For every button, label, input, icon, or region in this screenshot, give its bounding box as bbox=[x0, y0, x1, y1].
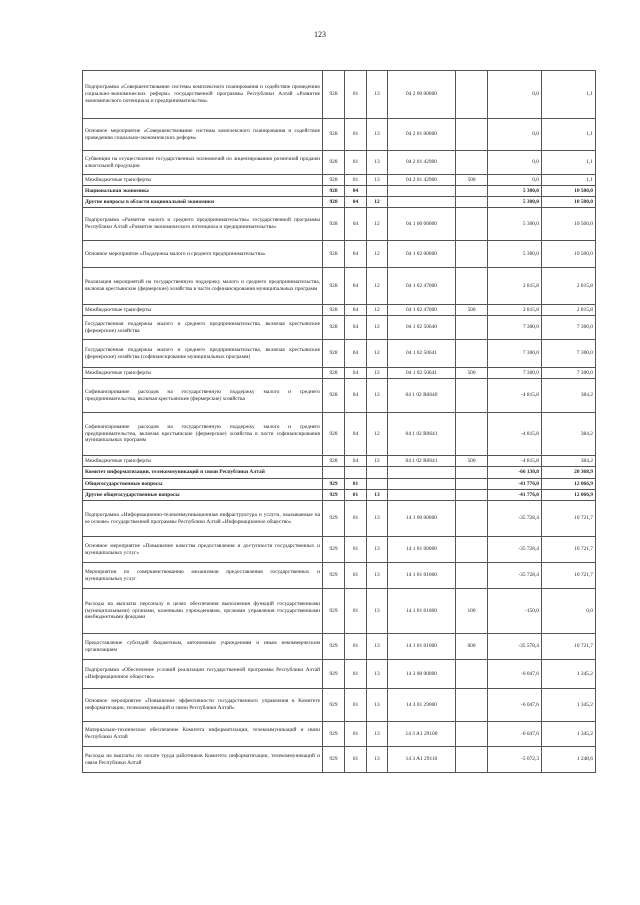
row-grbs-code: 929 bbox=[323, 660, 345, 689]
budget-table-body bbox=[83, 71, 596, 773]
row-amount-1: 7 300,0 bbox=[488, 368, 542, 379]
table-row bbox=[83, 456, 596, 467]
row-amount-2: 12 066,9 bbox=[542, 479, 596, 490]
row-section-code: 01 bbox=[345, 634, 367, 660]
row-name: Комитет информатизации, телекоммуникаций и связи Республики Алтай bbox=[83, 467, 323, 479]
row-target-article-code: 14 3 01 29000 bbox=[388, 689, 456, 722]
row-amount-2: 7 300,0 bbox=[542, 368, 596, 379]
row-amount-1: -4 815,8 bbox=[488, 379, 542, 413]
row-amount-1: 0,0 bbox=[488, 175, 542, 186]
row-subsection-code: 13 bbox=[367, 490, 388, 501]
row-section-code: 01 bbox=[345, 589, 367, 634]
row-grbs-code: 929 bbox=[323, 501, 345, 537]
table-row bbox=[83, 589, 596, 634]
row-name: Межбюджетные трансферты bbox=[83, 175, 323, 186]
table-row bbox=[83, 634, 596, 660]
row-expense-type-code bbox=[456, 479, 488, 490]
row-name: Расходы на выплаты по оплате труда работников Комитета информатизации, телекоммуникаций и связи Республики Алтай bbox=[83, 747, 323, 773]
row-expense-type-code bbox=[456, 490, 488, 501]
row-amount-2: 20 368,9 bbox=[542, 467, 596, 479]
row-name: Подпрограмма «Совершенствование системы комплексного планирования и содействие проведению социально-экономических реформ» государственной программы Республики Алтай «Развитие экономического потенциала и предпринимательства» bbox=[83, 71, 323, 119]
table-row bbox=[83, 175, 596, 186]
row-amount-1: -35 728,4 bbox=[488, 563, 542, 589]
row-grbs-code: 928 bbox=[323, 456, 345, 467]
row-target-article-code: 04 1 02 00000 bbox=[388, 241, 456, 268]
row-amount-2: 1 345,2 bbox=[542, 689, 596, 722]
row-name: Основное мероприятие «Повышение эффективности государственного управления в Комитете информатизации, телекоммуникаций и связи Республики Алтай» bbox=[83, 689, 323, 722]
row-expense-type-code: 600 bbox=[456, 634, 488, 660]
page-number: 123 bbox=[314, 30, 326, 39]
row-amount-2: 10 721,7 bbox=[542, 634, 596, 660]
row-amount-2: 10 721,7 bbox=[542, 537, 596, 563]
row-amount-1: 2 815,8 bbox=[488, 305, 542, 316]
row-section-code: 01 bbox=[345, 747, 367, 773]
row-grbs-code: 928 bbox=[323, 305, 345, 316]
row-expense-type-code bbox=[456, 537, 488, 563]
row-amount-1: -4 815,8 bbox=[488, 456, 542, 467]
row-grbs-code: 928 bbox=[323, 119, 345, 151]
row-amount-2: 10 500,0 bbox=[542, 208, 596, 241]
row-amount-1: -41 776,0 bbox=[488, 479, 542, 490]
row-name: Материально-техническое обеспечение Комитета информатизации, телекоммуникаций и связи Республики Алтай bbox=[83, 722, 323, 747]
row-subsection-code: 13 bbox=[367, 563, 388, 589]
row-grbs-code: 928 bbox=[323, 340, 345, 368]
row-amount-1: -6 047,6 bbox=[488, 722, 542, 747]
row-amount-1: -35 728,4 bbox=[488, 537, 542, 563]
row-section-code: 04 bbox=[345, 413, 367, 456]
table-row bbox=[83, 316, 596, 340]
row-subsection-code: 12 bbox=[367, 368, 388, 379]
row-name: Реализация мероприятий на государственную поддержку малого и среднего предпринимательства, включая крестьянские (фермерские) хозяйства в части софинансирования муниципальных программ bbox=[83, 268, 323, 305]
table-row bbox=[83, 241, 596, 268]
row-amount-2: 7 300,0 bbox=[542, 316, 596, 340]
row-amount-2: 1 345,2 bbox=[542, 722, 596, 747]
row-target-article-code: 04 1 02 47000 bbox=[388, 305, 456, 316]
row-subsection-code: 13 bbox=[367, 660, 388, 689]
row-subsection-code: 13 bbox=[367, 175, 388, 186]
row-grbs-code: 929 bbox=[323, 490, 345, 501]
row-section-code: 01 bbox=[345, 501, 367, 537]
row-name: Софинансирование расходов на государственную поддержку малого и среднего предпринимательства, включая крестьянские (фермерские) хозяйства bbox=[83, 379, 323, 413]
row-section-code: 01 bbox=[345, 722, 367, 747]
row-grbs-code: 928 bbox=[323, 175, 345, 186]
row-subsection-code bbox=[367, 467, 388, 479]
row-expense-type-code bbox=[456, 563, 488, 589]
row-amount-2: 1,1 bbox=[542, 119, 596, 151]
row-name: Межбюджетные трансферты bbox=[83, 456, 323, 467]
table-row bbox=[83, 151, 596, 175]
row-expense-type-code bbox=[456, 241, 488, 268]
table-row bbox=[83, 71, 596, 119]
row-amount-1: -35 728,4 bbox=[488, 501, 542, 537]
row-section-code: 04 bbox=[345, 368, 367, 379]
row-grbs-code: 929 bbox=[323, 563, 345, 589]
row-grbs-code: 929 bbox=[323, 722, 345, 747]
row-target-article-code: 04 2 01 00000 bbox=[388, 119, 456, 151]
row-grbs-code: 928 bbox=[323, 368, 345, 379]
row-target-article-code: 04 1 02 R0641 bbox=[388, 413, 456, 456]
row-amount-2: 384,2 bbox=[542, 379, 596, 413]
row-amount-2: 10 500,0 bbox=[542, 197, 596, 208]
row-amount-1: -4 815,8 bbox=[488, 413, 542, 456]
row-amount-2: 7 300,0 bbox=[542, 340, 596, 368]
row-target-article-code: 14 3 00 00000 bbox=[388, 660, 456, 689]
row-grbs-code: 929 bbox=[323, 689, 345, 722]
row-section-code: 01 bbox=[345, 563, 367, 589]
row-name: Субвенции на осуществление государственных полномочий по лицензированию розничной продажи алкогольной продукции bbox=[83, 151, 323, 175]
row-amount-2: 384,2 bbox=[542, 456, 596, 467]
row-target-article-code bbox=[388, 197, 456, 208]
row-target-article-code: 04 1 02 R0640 bbox=[388, 379, 456, 413]
row-grbs-code: 928 bbox=[323, 413, 345, 456]
row-expense-type-code bbox=[456, 501, 488, 537]
row-amount-2: 1 248,6 bbox=[542, 747, 596, 773]
row-section-code: 04 bbox=[345, 340, 367, 368]
row-name: Основное мероприятие «Повышение качества предоставления и доступности государственных и муниципальных услуг» bbox=[83, 537, 323, 563]
row-section-code: 01 bbox=[345, 479, 367, 490]
row-target-article-code: 04 2 01 42900 bbox=[388, 151, 456, 175]
row-name: Государственная поддержка малого и среднего предпринимательства, включая крестьянские (фермерские) хозяйства bbox=[83, 316, 323, 340]
row-grbs-code: 928 bbox=[323, 71, 345, 119]
row-expense-type-code: 500 bbox=[456, 456, 488, 467]
row-grbs-code: 928 bbox=[323, 208, 345, 241]
row-amount-1: 5 300,0 bbox=[488, 186, 542, 197]
row-target-article-code: 14 1 01 01000 bbox=[388, 589, 456, 634]
row-section-code: 04 bbox=[345, 197, 367, 208]
row-subsection-code: 12 bbox=[367, 268, 388, 305]
row-name: Расходы на выплаты персоналу в целях обеспечения выполнения функций государственными (муниципальными) органами, казенными учреждениями, органами управления государственными внебюджетными фондами bbox=[83, 589, 323, 634]
row-name: Межбюджетные трансферты bbox=[83, 305, 323, 316]
budget-table bbox=[82, 70, 596, 773]
row-expense-type-code: 500 bbox=[456, 368, 488, 379]
row-grbs-code: 929 bbox=[323, 537, 345, 563]
table-row bbox=[83, 368, 596, 379]
row-amount-1: -35 578,4 bbox=[488, 634, 542, 660]
row-amount-1: -5 072,3 bbox=[488, 747, 542, 773]
row-name: Межбюджетные трансферты bbox=[83, 368, 323, 379]
row-subsection-code: 13 bbox=[367, 537, 388, 563]
table-row bbox=[83, 340, 596, 368]
row-section-code: 04 bbox=[345, 241, 367, 268]
row-subsection-code: 12 bbox=[367, 305, 388, 316]
table-row bbox=[83, 305, 596, 316]
row-section-code: 01 bbox=[345, 151, 367, 175]
row-target-article-code: 04 1 02 47000 bbox=[388, 268, 456, 305]
row-subsection-code: 12 bbox=[367, 316, 388, 340]
row-subsection-code: 13 bbox=[367, 151, 388, 175]
row-section-code: 01 bbox=[345, 490, 367, 501]
row-target-article-code: 04 1 02 50641 bbox=[388, 368, 456, 379]
row-amount-2: 12 066,9 bbox=[542, 490, 596, 501]
row-section-code: 04 bbox=[345, 268, 367, 305]
row-grbs-code: 928 bbox=[323, 241, 345, 268]
row-name: Предоставление субсидий бюджетным, автономным учреждениям и иным некоммерческим организациям bbox=[83, 634, 323, 660]
row-section-code: 01 bbox=[345, 689, 367, 722]
row-name: Мероприятия по совершенствованию механизмов предоставления государственных и муниципальных услуг bbox=[83, 563, 323, 589]
row-target-article-code bbox=[388, 479, 456, 490]
row-subsection-code: 13 bbox=[367, 722, 388, 747]
row-target-article-code: 14 3 A1 29110 bbox=[388, 747, 456, 773]
row-section-code: 01 bbox=[345, 119, 367, 151]
row-amount-1: 5 300,0 bbox=[488, 208, 542, 241]
row-expense-type-code bbox=[456, 747, 488, 773]
row-subsection-code: 12 bbox=[367, 413, 388, 456]
row-grbs-code: 929 bbox=[323, 479, 345, 490]
row-section-code: 04 bbox=[345, 379, 367, 413]
row-subsection-code: 13 bbox=[367, 71, 388, 119]
row-subsection-code: 13 bbox=[367, 501, 388, 537]
row-amount-2: 1,1 bbox=[542, 71, 596, 119]
row-section-code: 04 bbox=[345, 316, 367, 340]
row-name: Другие вопросы в области национальной экономики bbox=[83, 197, 323, 208]
row-expense-type-code bbox=[456, 119, 488, 151]
row-grbs-code bbox=[323, 467, 345, 479]
row-grbs-code: 928 bbox=[323, 186, 345, 197]
table-row bbox=[83, 747, 596, 773]
row-target-article-code: 14 1 00 00000 bbox=[388, 501, 456, 537]
row-amount-1: -66 130,8 bbox=[488, 467, 542, 479]
row-amount-2: 10 500,0 bbox=[542, 241, 596, 268]
row-amount-1: -41 776,0 bbox=[488, 490, 542, 501]
table-row bbox=[83, 197, 596, 208]
row-grbs-code: 928 bbox=[323, 197, 345, 208]
row-grbs-code: 928 bbox=[323, 151, 345, 175]
row-expense-type-code bbox=[456, 689, 488, 722]
row-name: Другие общегосударственные вопросы bbox=[83, 490, 323, 501]
row-amount-1: -6 047,6 bbox=[488, 660, 542, 689]
row-subsection-code: 13 bbox=[367, 634, 388, 660]
row-section-code: 04 bbox=[345, 456, 367, 467]
row-subsection-code: 13 bbox=[367, 119, 388, 151]
table-row bbox=[83, 186, 596, 197]
row-target-article-code: 04 2 00 00000 bbox=[388, 71, 456, 119]
row-expense-type-code: 500 bbox=[456, 305, 488, 316]
row-amount-1: 5 300,0 bbox=[488, 197, 542, 208]
row-expense-type-code bbox=[456, 467, 488, 479]
row-subsection-code: 12 bbox=[367, 456, 388, 467]
row-amount-2: 0,0 bbox=[542, 589, 596, 634]
table-row bbox=[83, 563, 596, 589]
row-expense-type-code bbox=[456, 660, 488, 689]
row-expense-type-code bbox=[456, 208, 488, 241]
row-amount-2: 1,1 bbox=[542, 151, 596, 175]
row-name: Общегосударственные вопросы bbox=[83, 479, 323, 490]
table-row bbox=[83, 467, 596, 479]
row-target-article-code: 04 1 02 50641 bbox=[388, 340, 456, 368]
row-subsection-code: 12 bbox=[367, 197, 388, 208]
row-expense-type-code bbox=[456, 722, 488, 747]
table-row bbox=[83, 379, 596, 413]
row-amount-1: 0,0 bbox=[488, 71, 542, 119]
row-subsection-code bbox=[367, 186, 388, 197]
row-amount-1: 7 300,0 bbox=[488, 340, 542, 368]
row-name: Софинансирование расходов на государственную поддержку малого и среднего предпринимательства, включая крестьянские (фермерские) хозяйства в части софинансирования муниципальных программ bbox=[83, 413, 323, 456]
row-expense-type-code bbox=[456, 71, 488, 119]
row-target-article-code: 14 1 01 01000 bbox=[388, 634, 456, 660]
row-subsection-code: 13 bbox=[367, 689, 388, 722]
row-expense-type-code bbox=[456, 186, 488, 197]
row-amount-1: 0,0 bbox=[488, 151, 542, 175]
row-amount-2: 2 815,8 bbox=[542, 268, 596, 305]
row-expense-type-code: 100 bbox=[456, 589, 488, 634]
row-target-article-code: 04 1 02 50640 bbox=[388, 316, 456, 340]
row-target-article-code: 14 1 01 00000 bbox=[388, 537, 456, 563]
row-amount-1: 0,0 bbox=[488, 119, 542, 151]
row-target-article-code: 04 1 00 00000 bbox=[388, 208, 456, 241]
row-subsection-code: 12 bbox=[367, 379, 388, 413]
row-amount-2: 10 721,7 bbox=[542, 501, 596, 537]
row-subsection-code: 12 bbox=[367, 241, 388, 268]
row-amount-1: 2 815,8 bbox=[488, 268, 542, 305]
table-row bbox=[83, 722, 596, 747]
row-subsection-code: 12 bbox=[367, 340, 388, 368]
row-amount-1: 7 300,0 bbox=[488, 316, 542, 340]
row-subsection-code: 13 bbox=[367, 747, 388, 773]
row-amount-2: 2 815,8 bbox=[542, 305, 596, 316]
row-amount-2: 10 721,7 bbox=[542, 563, 596, 589]
row-subsection-code: 13 bbox=[367, 589, 388, 634]
row-grbs-code: 928 bbox=[323, 268, 345, 305]
row-amount-1: 5 300,0 bbox=[488, 241, 542, 268]
table-row bbox=[83, 490, 596, 501]
row-section-code: 04 bbox=[345, 305, 367, 316]
table-row bbox=[83, 660, 596, 689]
row-expense-type-code bbox=[456, 340, 488, 368]
row-name: Государственная поддержка малого и среднего предпринимательства, включая крестьянские (фермерские) хозяйства (софинансирование муниципальных программ) bbox=[83, 340, 323, 368]
table-row bbox=[83, 537, 596, 563]
row-amount-2: 10 500,0 bbox=[542, 186, 596, 197]
row-expense-type-code bbox=[456, 413, 488, 456]
row-amount-2: 384,2 bbox=[542, 413, 596, 456]
row-name: Основное мероприятие «Совершенствование системы комплексного планирования и содействие проведению социально-экономических реформ» bbox=[83, 119, 323, 151]
row-name: Подпрограмма «Обеспечение условий реализации государственной программы Республики Алтай «Информационное общество» bbox=[83, 660, 323, 689]
row-expense-type-code bbox=[456, 316, 488, 340]
table-row bbox=[83, 479, 596, 490]
table-row bbox=[83, 501, 596, 537]
row-section-code: 04 bbox=[345, 186, 367, 197]
row-grbs-code: 929 bbox=[323, 589, 345, 634]
table-row bbox=[83, 119, 596, 151]
row-expense-type-code: 500 bbox=[456, 175, 488, 186]
row-grbs-code: 929 bbox=[323, 747, 345, 773]
row-amount-2: 1,1 bbox=[542, 175, 596, 186]
row-amount-1: -6 047,6 bbox=[488, 689, 542, 722]
table-row bbox=[83, 268, 596, 305]
table-row bbox=[83, 689, 596, 722]
row-target-article-code bbox=[388, 186, 456, 197]
row-grbs-code: 928 bbox=[323, 316, 345, 340]
row-amount-1: -150,0 bbox=[488, 589, 542, 634]
row-name: Подпрограмма «Развитие малого и среднего предпринимательства» государственной программы Республики Алтай «Развитие экономического потенциала и предпринимательства» bbox=[83, 208, 323, 241]
row-amount-2: 1 345,2 bbox=[542, 660, 596, 689]
row-section-code: 01 bbox=[345, 175, 367, 186]
row-name: Подпрограмма «Информационно-телекоммуникационная инфраструктура и услуги, оказываемые на ее основе» государственной программы Республики Алтай «Информационное общество» bbox=[83, 501, 323, 537]
row-target-article-code: 14 3 A1 29100 bbox=[388, 722, 456, 747]
row-grbs-code: 928 bbox=[323, 379, 345, 413]
row-section-code bbox=[345, 467, 367, 479]
row-subsection-code: 12 bbox=[367, 208, 388, 241]
row-target-article-code: 04 1 02 R0641 bbox=[388, 456, 456, 467]
row-section-code: 01 bbox=[345, 537, 367, 563]
row-expense-type-code bbox=[456, 151, 488, 175]
row-subsection-code bbox=[367, 479, 388, 490]
row-name: Национальная экономика bbox=[83, 186, 323, 197]
row-expense-type-code bbox=[456, 197, 488, 208]
table-row bbox=[83, 208, 596, 241]
row-expense-type-code bbox=[456, 379, 488, 413]
row-section-code: 01 bbox=[345, 71, 367, 119]
table-row bbox=[83, 413, 596, 456]
row-expense-type-code bbox=[456, 268, 488, 305]
row-name: Основное мероприятие «Поддержка малого и среднего предпринимательства» bbox=[83, 241, 323, 268]
row-target-article-code bbox=[388, 490, 456, 501]
row-section-code: 01 bbox=[345, 660, 367, 689]
row-target-article-code: 14 1 01 01000 bbox=[388, 563, 456, 589]
row-grbs-code: 929 bbox=[323, 634, 345, 660]
row-target-article-code: 04 2 01 42900 bbox=[388, 175, 456, 186]
row-target-article-code bbox=[388, 467, 456, 479]
row-section-code: 04 bbox=[345, 208, 367, 241]
